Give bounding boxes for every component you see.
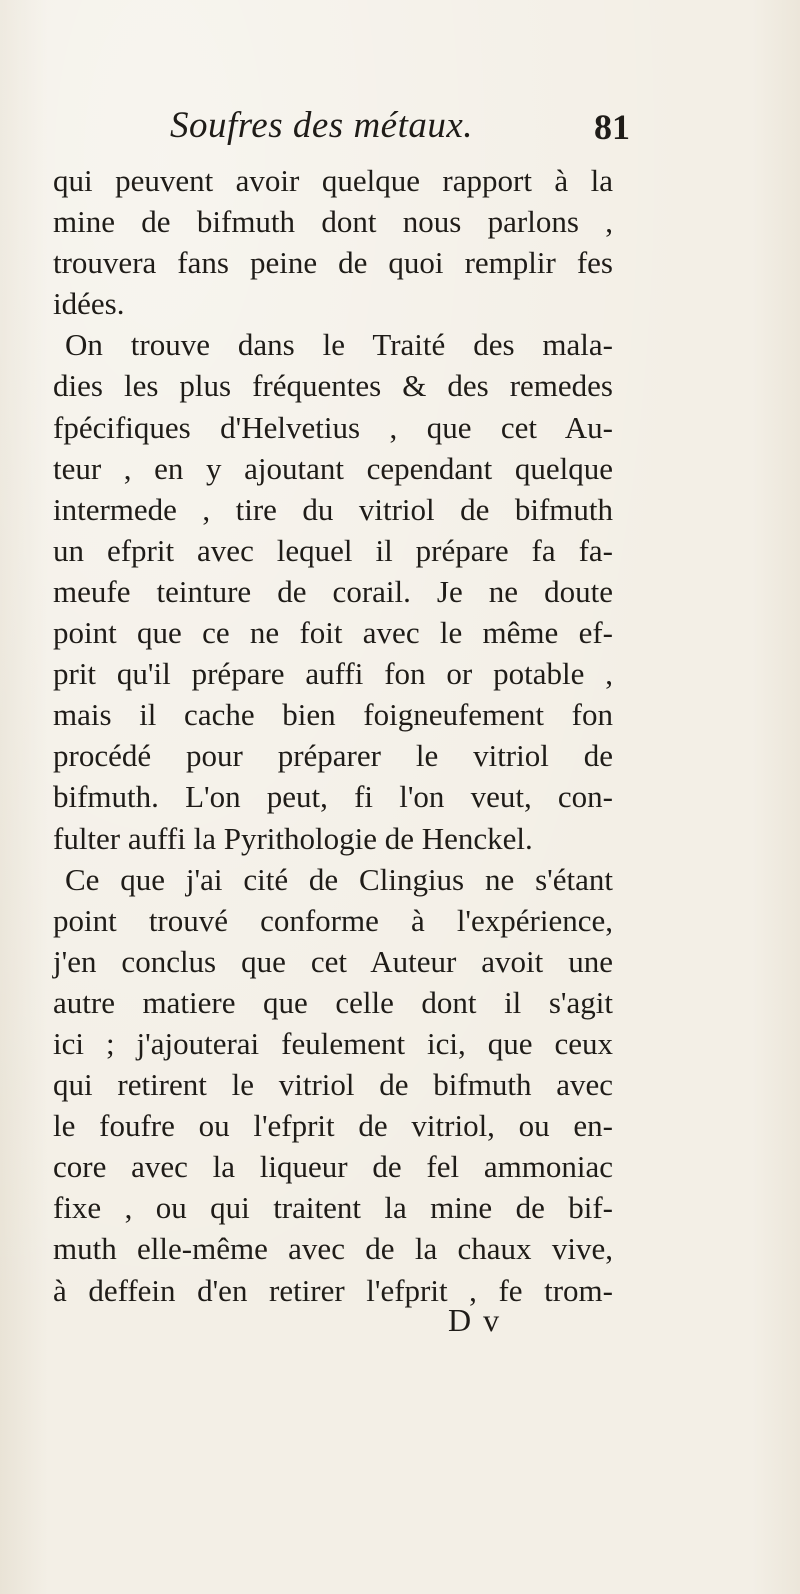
text-line: procédé pour préparer le vitriol de <box>53 738 613 774</box>
text-line: fpécifiques d'Helvetius , que cet Au- <box>53 409 613 445</box>
text-line: point que ce ne foit avec le même ef- <box>53 615 613 651</box>
text-line: ici ; j'ajouterai feulement ici, que ceux <box>53 1025 613 1061</box>
text-line: On trouve dans le Traité des mala- <box>65 327 613 363</box>
text-line: j'en conclus que cet Auteur avoit une <box>53 943 613 979</box>
page-header <box>0 104 800 154</box>
text-line: meufe teinture de corail. Je ne doute <box>53 573 613 609</box>
text-line: idées. <box>53 286 125 322</box>
running-title: Soufres des métaux. <box>170 105 474 146</box>
text-line: à deffein d'en retirer l'efprit , fe trom- <box>53 1272 613 1308</box>
text-line: qui peuvent avoir quelque rapport à la <box>53 163 613 198</box>
text-line: prit qu'il prépare auffi fon or potable , <box>53 656 613 692</box>
text-line: point trouvé conforme à l'expérience, <box>53 902 613 938</box>
text-line: teur , en y ajoutant cependant quelque <box>53 450 613 486</box>
signature-mark: D v <box>448 1302 502 1338</box>
text-line: dies les plus fréquentes & des remedes <box>53 368 613 404</box>
text-line: Ce que j'ai cité de Clingius ne s'étant <box>65 861 613 897</box>
text-line: le foufre ou l'efprit de vitriol, ou en- <box>53 1108 613 1144</box>
text-line: mais il cache bien foigneufement fon <box>53 697 613 733</box>
text-line: fulter auffi la Pyrithologie de Henckel. <box>53 820 533 856</box>
body-text <box>53 160 613 1311</box>
text-line: autre matiere que celle dont il s'agit <box>53 984 613 1020</box>
text-line: core avec la liqueur de fel ammoniac <box>53 1149 613 1185</box>
text-line: bifmuth. L'on peut, fi l'on veut, con- <box>53 779 613 815</box>
text-line: intermede , tire du vitriol de bifmuth <box>53 491 613 527</box>
page-number: 81 <box>594 107 630 147</box>
text-line: muth elle-même avec de la chaux vive, <box>53 1231 613 1267</box>
text-line: mine de bifmuth dont nous parlons , <box>53 204 613 240</box>
text-line: fixe , ou qui traitent la mine de bif- <box>53 1190 613 1226</box>
text-line: trouvera fans peine de quoi remplir fes <box>53 245 613 281</box>
text-line: qui retirent le vitriol de bifmuth avec <box>53 1067 613 1103</box>
text-line: un efprit avec lequel il prépare fa fa- <box>53 532 613 568</box>
